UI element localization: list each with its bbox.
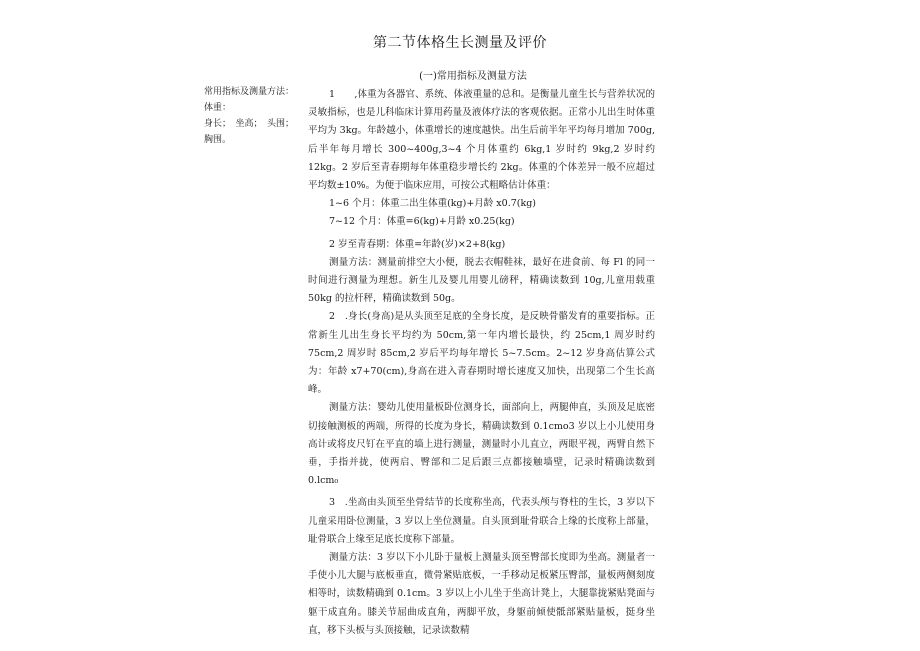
paragraph-weight-method: 测量方法：测量前排空大小便，脱去衣帽鞋袜，最好在进食前、每 Fl 的同一时间进行测量为理想。新生儿及婴儿用婴儿磅秤，精确读数到 10g,儿童用载重 50kg 的拉杆秤，精确读数到 50g。 bbox=[308, 256, 655, 305]
paragraph-sitting-height-method: 测量方法：3 岁以下小儿卧于量板上测量头顶至臀部长度即为坐高。测量者一手使小儿大腿与底板垂直，微骨紧贴底板，一手移动足板紧压臀部，量板两侧刻度相等时，读数精确到 0.1cm。3 岁以上小儿坐于坐高计凳上，大腿靠拢紧贴凳面与躯干成直角。膝关节屈曲成直角，两脚平放，身躯前倾使骶部紧贴量板，挺身坐直，移下头板与头顶接触，记录读数精 bbox=[308, 552, 655, 636]
margin-note-line: 身长； 坐高； 头围； bbox=[204, 119, 295, 129]
paragraph-height: 2 .身长(身高)是从头顶至足底的全身长度，是反映骨骼发育的重要指标。正常新生儿出生身长平均约为 50cm,第一年内增长最快，约 25cm,1 周岁时约 75cm,2 周岁时 85cm,2 岁后平均每年增长 5~7.5cm。2~12 岁身高估算公式为：年龄 x7+70(cm),身高在进入青春期时增长速度又加快，出现第二个生长高峰。 bbox=[308, 311, 655, 396]
body-text bbox=[308, 86, 655, 640]
section-subtitle: (一)常用指标及测量方法 bbox=[419, 71, 527, 82]
paragraph-sitting-height: 3 .坐高由头顶至坐骨结节的长度称坐高，代表头颅与脊柱的生长，3 岁以下儿童采用卧位测量，3 岁以上坐位测量。自头顶到耻骨联合上缘的长度称上部量，耻骨联合上缘至足底长度称下部量。 bbox=[308, 497, 655, 545]
formula-2-years-puberty: 2 岁至青春期：体重=年龄(岁)×2+8(kg) bbox=[329, 238, 506, 250]
paragraph-height-method: 测量方法：婴幼儿使用量板卧位测身长，面部向上，两腿伸直，头顶及足底密切接触测板的两端，所得的长度为身长，精确读数到 0.1cmo3 岁以上小儿使用身高计或将皮尺钉在平直的墙上进行测量，测量时小儿直立，两眼平视，两臂自然下垂，手指并拢，使两启、臀部和二足后跟三点都接触墙壁，记录时精确读数到 0.lcm₀ bbox=[308, 402, 655, 487]
formula-1-6-months: 1~6 个月：体重二出生体重(kg)+月龄 x0.7(kg) bbox=[329, 198, 537, 210]
formula-7-12-months: 7~12 个月：体重=6(kg)+月龄 x0.25(kg) bbox=[329, 216, 515, 228]
margin-note-line: 胸围。 bbox=[204, 135, 232, 145]
page-title: 第二节体格生长测量及评价 bbox=[373, 35, 547, 51]
margin-note-line: 体重： bbox=[204, 103, 232, 113]
margin-note bbox=[204, 84, 304, 148]
margin-note-line: 常用指标及测量方法： bbox=[204, 87, 295, 97]
paragraph-weight: 1 ,体重为各器官、系统、体液重量的总和。是衡量儿童生长与营养状况的灵敏指标，也是儿科临床计算用药量及液体疗法的客观依据。正常小儿出生时体重平均为 3kg。年龄越小，体重增长的速度越快。出生后前半年平均每月增加 700g,后半年每月增长 300~400g,3~4 个月体重约 6kg,1 岁时约 9kg,2 岁时约 12kg。2 岁后至青春期每年体重稳步增长约 2kg。体重的个体差异一般不应超过平均数±10%。为便于临床应用，可按公式粗略估计体重： bbox=[308, 89, 655, 192]
